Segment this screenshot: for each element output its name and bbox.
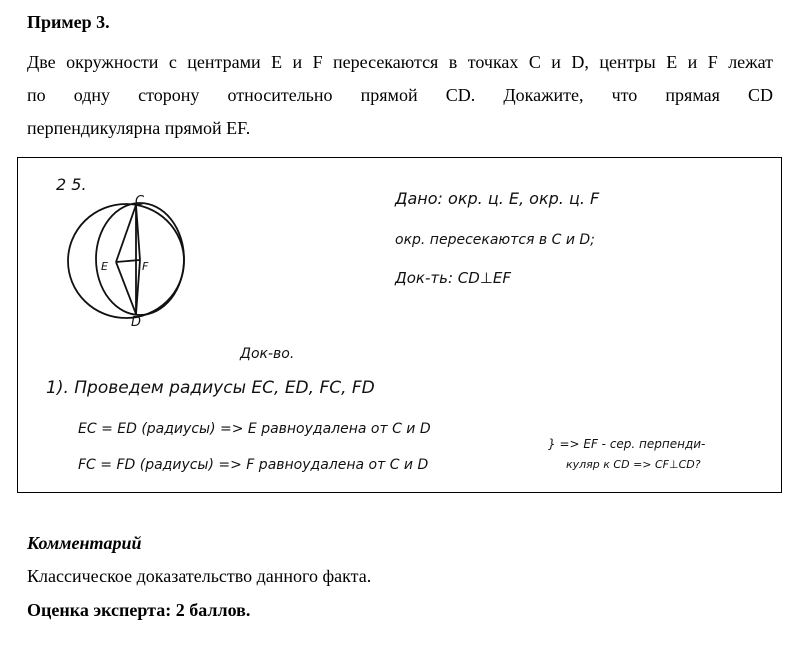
hw-proof-header: Док-во. xyxy=(240,346,295,362)
comment-label: Комментарий xyxy=(27,533,142,553)
problem-statement xyxy=(27,46,773,145)
hw-equality-1: EC = ED (радиусы) => E равноудалена от C и D xyxy=(78,421,431,437)
hw-label-d: D xyxy=(131,315,142,330)
hw-given-line-2: окр. пересекаются в C и D; xyxy=(395,232,595,248)
hw-label-e: E xyxy=(101,260,108,273)
hw-equality-2: FC = FD (радиусы) => F равноудалена от C и D xyxy=(78,457,429,473)
hw-label-c: C xyxy=(135,194,145,209)
problem-line-1: Две окружности с центрами E и F пересекаются в точках C и D, центры E и F лежат xyxy=(27,52,773,72)
radius-ed xyxy=(116,262,136,314)
problem-line-3: перпендикулярна прямой EF. xyxy=(27,118,251,138)
hw-step-1: 1). Проведем радиусы EC, ED, FC, FD xyxy=(46,378,375,398)
comment-text: Классическое доказательство данного факта. xyxy=(27,566,372,586)
handwritten-solution-drawing xyxy=(18,158,783,494)
handwritten-solution-scan xyxy=(17,157,782,493)
expert-score: Оценка эксперта: 2 баллов. xyxy=(27,600,251,620)
hw-given-line-1: Дано: окр. ц. E, окр. ц. F xyxy=(395,189,600,208)
radius-ec xyxy=(116,205,136,262)
example-title: Пример 3. xyxy=(27,12,110,32)
hw-conclusion-2: куляр к CD => CF⊥CD? xyxy=(566,458,701,471)
hw-label-f: F xyxy=(142,260,149,273)
hw-prove-line: Док-ть: CD⊥EF xyxy=(395,269,511,287)
hw-conclusion-1: } => EF - сер. перпенди- xyxy=(548,437,706,451)
hw-problem-number: 2 5. xyxy=(56,175,87,194)
problem-line-2: по одну сторону относительно прямой CD. Докажите, что прямая CD xyxy=(27,85,773,105)
two-circles-figure xyxy=(68,203,184,318)
